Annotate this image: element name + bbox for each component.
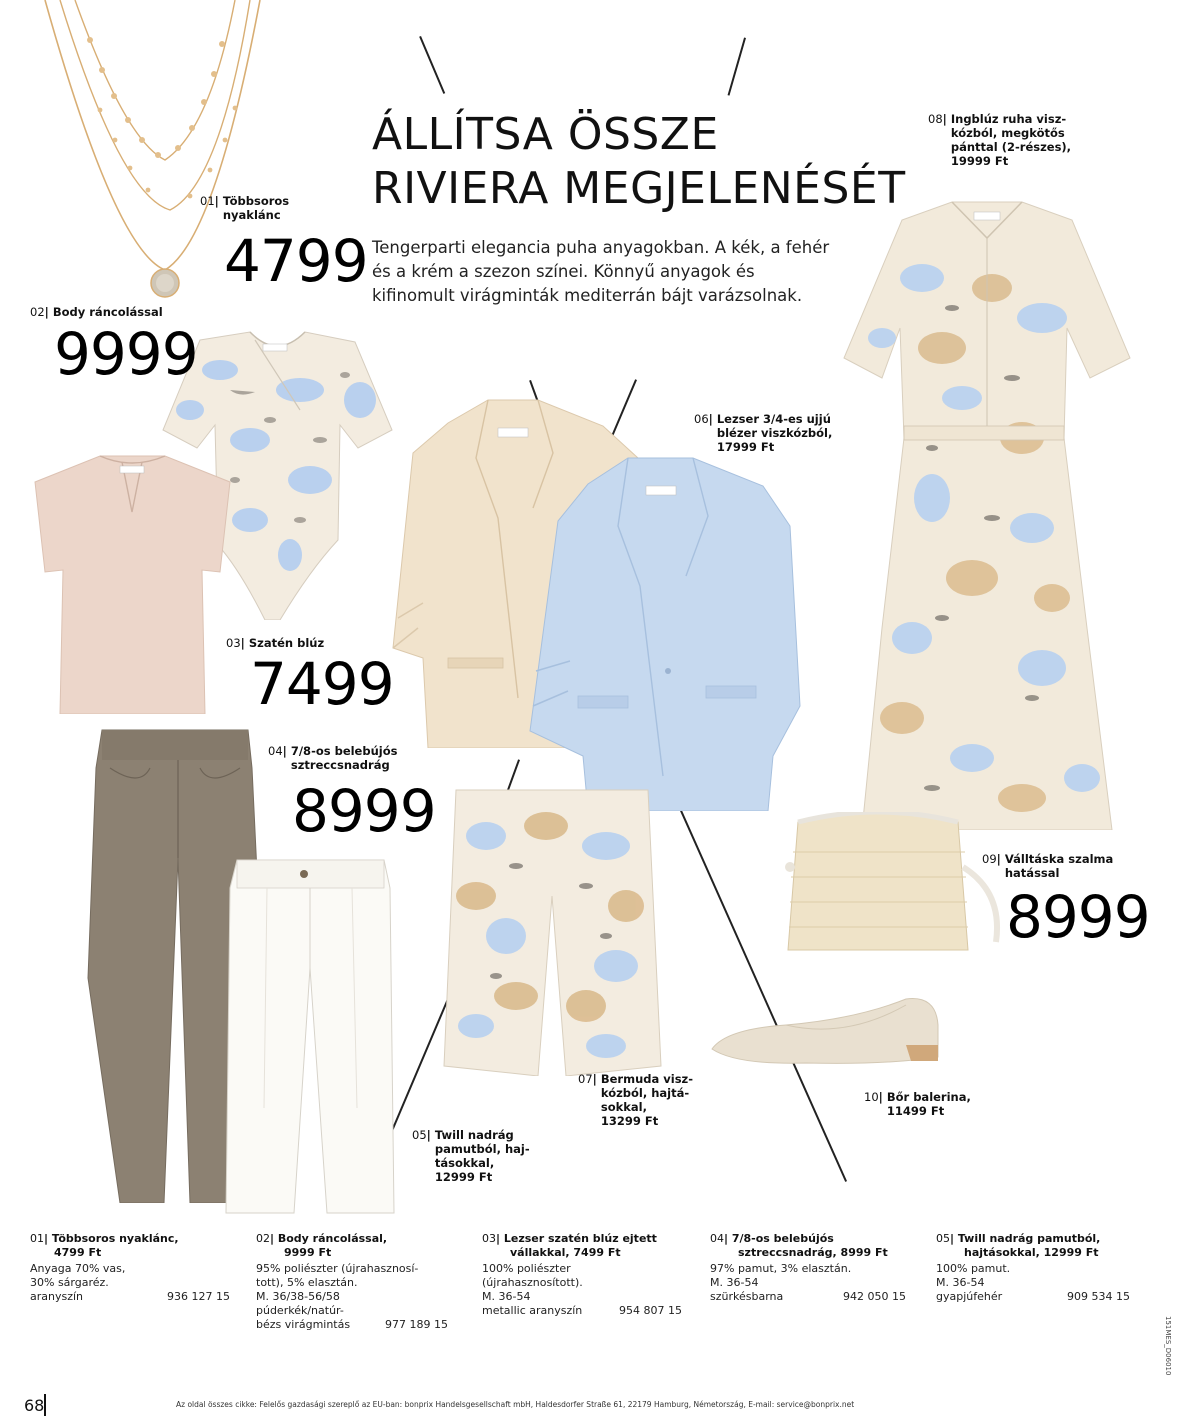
intro-text: Tengerparti elegancia puha anyagokban. A kék, a fehér és a krém a szezon színei. Könnyű anyagok és kifinomult virágminták mediterrán bájt varázsolnak. — [372, 238, 830, 305]
label-number: 09 — [982, 852, 997, 866]
page-number-divider — [44, 1394, 46, 1416]
label-text: Többsoros — [222, 194, 290, 208]
label-number: 06 — [694, 412, 709, 426]
shirt-dress-image — [842, 198, 1132, 830]
label-text: hatással — [1004, 866, 1060, 880]
label-text: Twill nadrág — [434, 1128, 514, 1142]
label-number: 03 — [226, 636, 241, 650]
label-text: blézer viszkózból, — [716, 426, 833, 440]
label-text: Bőr balerina, — [886, 1090, 971, 1104]
price-04: 8999 — [292, 777, 436, 845]
straw-bag-image — [768, 812, 1003, 962]
label-text: sztreccsnadrág — [290, 758, 390, 772]
bermuda-shorts-image — [436, 786, 668, 1076]
article-number: 977 189 15 — [385, 1318, 448, 1331]
label-number: 10 — [864, 1090, 879, 1104]
label-text: kózból, hajtá- — [600, 1086, 690, 1100]
article-number: 954 807 15 — [619, 1304, 682, 1317]
page-title-line1: ÁLLÍTSA ÖSSZE — [372, 109, 719, 160]
label-text: Szatén blúz — [248, 636, 325, 650]
label-text: 19999 Ft — [950, 154, 1009, 168]
label-text: 11499 Ft — [886, 1104, 945, 1118]
label-number: 08 — [928, 112, 943, 126]
label-text: kózból, megkötős — [950, 126, 1065, 140]
label-text: Bermuda visz- — [600, 1072, 694, 1086]
article-number: 936 127 15 — [167, 1290, 230, 1303]
ballerina-shoe-image — [706, 995, 944, 1067]
label-09: 09| Válltáska szalma hatással — [982, 852, 1114, 880]
label-10: 10| Bőr balerina, 11499 Ft — [864, 1090, 971, 1118]
label-number: 01 — [200, 194, 215, 208]
label-text: sokkal, — [600, 1100, 647, 1114]
label-07: 07| Bermuda visz- kózból, hajtá- sokkal, 13299 Ft — [578, 1072, 694, 1128]
label-06: 06| Lezser 3/4-es ujjú blézer viszkózból, 17999 Ft — [694, 412, 833, 454]
legal-notice: Az oldal összes cikke: Felelős gazdasági szereplő az EU-ban: bonprix Handelsgesellschaft mbH, Haldesdorfer Straße 61, 22179 Hamburg, Németország, E-mail: service@bonprix.net — [176, 1400, 855, 1409]
connector-line — [728, 38, 746, 96]
label-text: 12999 Ft — [434, 1170, 493, 1184]
label-01: 01| Többsoros nyaklánc — [200, 194, 290, 222]
label-text: 7/8-os belebújós — [290, 744, 398, 758]
label-text: nyaklánc — [222, 208, 281, 222]
label-08: 08| Ingblúz ruha visz- kózból, megkötős pánttal (2-részes), 19999 Ft — [928, 112, 1072, 168]
price-09: 8999 — [1006, 883, 1150, 951]
label-number: 07 — [578, 1072, 593, 1086]
label-text: Válltáska szalma — [1004, 852, 1114, 866]
label-text: 17999 Ft — [716, 440, 775, 454]
label-03: 03| Szatén blúz — [226, 636, 325, 650]
detail-box-03: 03| Lezser szatén blúz ejtett vállakkal, 7499 Ft 100% poliészter (újrahasznosított). M. 36-54 metallic aranyszín 954 807 15 — [482, 1232, 682, 1317]
label-text: Ingblúz ruha visz- — [950, 112, 1067, 126]
label-04: 04| 7/8-os belebújós sztreccsnadrág — [268, 744, 398, 772]
label-number: 05 — [412, 1128, 427, 1142]
detail-box-02: 02| Body ráncolással, 9999 Ft 95% poliészter (újrahasznosí- tott), 5% elasztán. M. 36/38-56/58 púderkék/natúr- bézs virágmintás 977 189 15 — [256, 1232, 448, 1331]
label-02: 02| Body ráncolással — [30, 305, 163, 319]
detail-box-05: 05| Twill nadrág pamutból, hajtásokkal, 12999 Ft 100% pamut. M. 36-54 gyapjúfehér 909 534 15 — [936, 1232, 1130, 1303]
label-text: tásokkal, — [434, 1156, 495, 1170]
page-title-line2: RIVIERA MEGJELENÉSÉT — [372, 163, 906, 214]
article-number: 909 534 15 — [1067, 1290, 1130, 1303]
price-02: 9999 — [54, 320, 198, 388]
label-05: 05| Twill nadrág pamutból, haj- tásokkal, 12999 Ft — [412, 1128, 530, 1184]
white-trousers-image — [222, 858, 397, 1218]
satin-blouse-image — [30, 452, 235, 714]
label-text: Body ráncolással — [52, 305, 163, 319]
detail-box-01: 01| Többsoros nyaklánc, 4799 Ft Anyaga 70% vas, 30% sárgaréz. aranyszín 936 127 15 — [30, 1232, 230, 1303]
connector-line — [420, 36, 446, 94]
page-number: 68 — [24, 1396, 45, 1415]
label-text: pánttal (2-részes), — [950, 140, 1072, 154]
price-01: 4799 — [224, 227, 368, 295]
label-number: 04 — [268, 744, 283, 758]
blue-blazer-image — [528, 456, 803, 811]
label-text: 13299 Ft — [600, 1114, 659, 1128]
label-number: 02 — [30, 305, 45, 319]
article-number: 942 050 15 — [843, 1290, 906, 1303]
price-03: 7499 — [250, 650, 394, 718]
label-text: Lezser 3/4-es ujjú — [716, 412, 831, 426]
page-title — [372, 108, 906, 216]
side-code: 151MES_D06010 — [1164, 1316, 1172, 1376]
detail-box-04: 04| 7/8-os belebújós sztreccsnadrág, 8999 Ft 97% pamut, 3% elasztán. M. 36-54 szürkésbarna 942 050 15 — [710, 1232, 906, 1303]
label-text: pamutból, haj- — [434, 1142, 530, 1156]
